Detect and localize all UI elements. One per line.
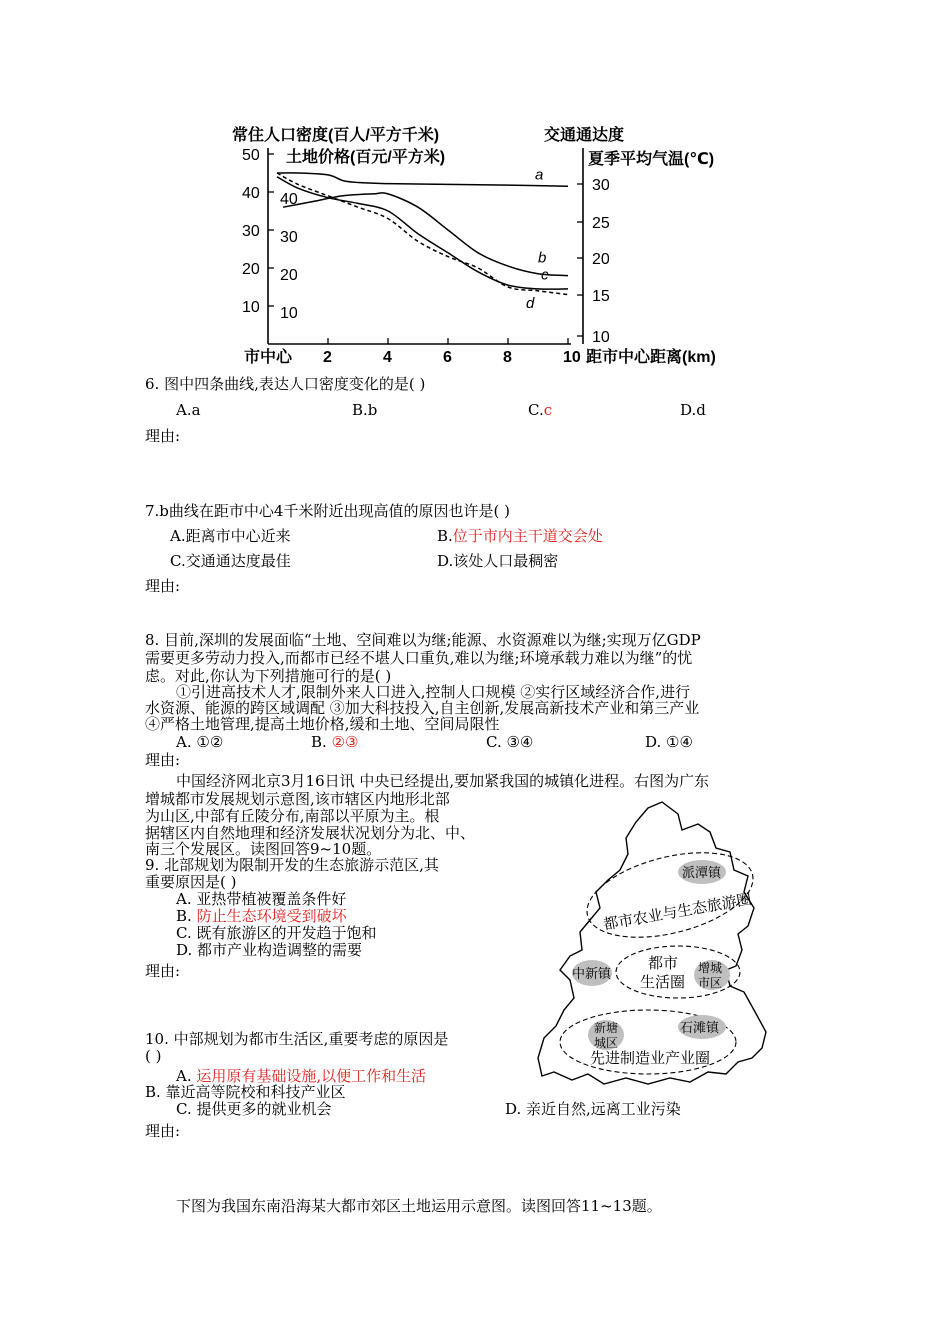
curve-b	[283, 193, 568, 276]
south-town-right-label: 石滩镇	[680, 1020, 720, 1035]
q8-option-b	[311, 734, 358, 751]
right-tick-label: 10	[592, 329, 610, 346]
footer-intro: 下图为我国东南沿海某大都市郊区土地运用示意图。读图回答11~13题。	[176, 1197, 662, 1215]
mid-zone-label-1: 都市	[648, 955, 679, 972]
intro-line5: 南三个发展区。读图回答9~10题。	[145, 840, 382, 858]
right-tick-label: 20	[592, 251, 610, 268]
q6-stem: 6. 图中四条曲线,表达人口密度变化的是( )	[145, 375, 426, 393]
q9-option-d: D. 都市产业构造调整的需要	[176, 941, 363, 959]
x-tick-label: 6	[443, 349, 452, 366]
map-svg	[530, 800, 780, 1095]
intro-line2: 增城都市发展规划示意图,该市辖区内地形北部	[145, 790, 450, 808]
q10-option-c: C. 提供更多的就业机会	[176, 1100, 332, 1118]
chart-svg	[228, 120, 728, 370]
q10-option-d: D. 亲近自然,远离工业污染	[505, 1100, 681, 1118]
q10-reason: 理由:	[145, 1122, 181, 1140]
inner-left-tick-label: 30	[280, 229, 298, 246]
x-tick-label: 8	[503, 349, 512, 366]
q9-option-b	[176, 908, 347, 925]
q8-option-d: D. ①④	[645, 733, 693, 751]
q7-option-c: C.交通通达度最佳	[170, 552, 291, 570]
q9-line2: 重要原因是( )	[145, 873, 237, 891]
map-boundary	[538, 802, 766, 1084]
q9-line1: 9. 北部规划为限制开发的生态旅游示范区,其	[145, 856, 439, 874]
q7-option-b	[437, 528, 603, 545]
inner-left-tick-label: 20	[280, 267, 298, 284]
q6-option-c	[528, 402, 552, 419]
south-zone-label: 先进制造业产业圈	[590, 1050, 711, 1067]
left-axis-title-1: 常住人口密度(百人/平方千米)	[232, 127, 440, 144]
q10-line2: ( )	[145, 1047, 162, 1065]
inner-left-tick-label: 10	[280, 305, 298, 322]
q7-option-b-text: 位于市内主干道交会处	[452, 527, 603, 545]
q8-line6: ④严格土地管理,提高土地价格,缓和土地、空间局限性	[145, 715, 500, 733]
q7-option-b-label: B.	[437, 527, 453, 545]
right-axis-title-2: 夏季平均气温(℃)	[588, 151, 715, 168]
right-tick-label: 15	[592, 288, 610, 305]
q6-reason: 理由:	[145, 427, 181, 445]
q7-option-d: D.该处人口最稠密	[437, 552, 559, 570]
q8-option-a: A. ①②	[176, 733, 224, 751]
x-tick-label: 10	[563, 349, 581, 366]
q6-option-b: B.b	[352, 401, 378, 419]
q8-line4: ①引进高技术人才,限制外来人口进入,控制人口规模 ②实行区域经济合作,进行	[176, 683, 691, 701]
south-town-left-label-1: 新塘	[594, 1021, 619, 1035]
curve-d	[277, 173, 568, 295]
left-axis-title-2: 土地价格(百元/平方米)	[286, 149, 446, 166]
q9-reason: 理由:	[145, 962, 181, 980]
north-town-label: 派潭镇	[682, 865, 722, 880]
intro-line1: 中国经济网北京3月16日讯 中央已经提出,要加紧我国的城镇化进程。右图为广东	[176, 772, 710, 790]
outer-left-tick-label: 50	[242, 147, 260, 164]
intro-line3: 为山区,中部有丘陵分布,南部以平原为主。根	[145, 807, 440, 825]
outer-left-tick-label: 10	[242, 299, 260, 316]
q6-option-d: D.d	[680, 401, 706, 419]
q8-reason: 理由:	[145, 751, 181, 769]
outer-left-tick-label: 20	[242, 261, 260, 278]
q7-stem: 7.b曲线在距市中心4千米附近出现高值的原因也许是( )	[145, 502, 510, 520]
q8-option-c: C. ③④	[486, 733, 534, 751]
x-tick-label: 2	[323, 349, 332, 366]
q9-option-c: C. 既有旅游区的开发趋于饱和	[176, 924, 377, 942]
curve-c	[277, 177, 568, 289]
q9-option-a: A. 亚热带植被覆盖条件好	[176, 890, 347, 908]
curve-label-a: a	[535, 166, 544, 184]
q6-answer: c	[543, 401, 553, 419]
x-origin-label: 市中心	[244, 349, 293, 366]
x-tick-label: 4	[383, 349, 392, 366]
q10-option-a-label: A.	[176, 1067, 192, 1085]
right-tick-label: 25	[592, 215, 610, 232]
outer-left-tick-label: 30	[242, 223, 260, 240]
q8-option-b-label: B.	[311, 733, 327, 751]
mid-zone-label-2: 生活圈	[640, 974, 686, 991]
curve-label-c: c	[541, 266, 549, 284]
south-town-left-label-2: 城区	[594, 1036, 619, 1050]
q7-reason: 理由:	[145, 577, 181, 595]
population-landprice-chart	[228, 120, 728, 370]
q8-option-b-text: ②③	[331, 733, 359, 751]
q8-line1: 8. 目前,深圳的发展面临“土地、空间难以为继;能源、水资源难以为继;实现万亿GDP	[145, 631, 701, 649]
curve-label-b: b	[538, 249, 547, 267]
q8-line5: 水资源、能源的跨区域调配 ③加大科技投入,自主创新,发展高新技术产业和第三产业	[145, 699, 700, 717]
q9-option-b-text: 防止生态环境受到破坏	[196, 907, 347, 925]
q10-option-a-text: 运用原有基础设施,以便工作和生活	[196, 1067, 427, 1085]
mid-town-left-label: 中新镇	[572, 966, 612, 981]
q9-option-b-label: B.	[176, 907, 192, 925]
q7-option-a: A.距离市中心近来	[170, 527, 291, 545]
q10-line1: 10. 中部规划为都市生活区,重要考虑的原因是	[145, 1030, 449, 1048]
curve-label-d: d	[526, 294, 535, 312]
zengcheng-planning-map	[530, 800, 780, 1095]
q8-line3: 虑。对此,你认为下列措施可行的是( )	[145, 667, 392, 685]
north-zone-label: 都市农业与生态旅游圈	[602, 890, 753, 934]
right-tick-label: 30	[592, 177, 610, 194]
q8-line2: 需要更多劳动力投入,而都市已经不堪人口重负,难以为继;环境承载力难以为继”的忧	[145, 649, 693, 667]
x-axis-label: 距市中心距离(km)	[586, 349, 716, 366]
q6-option-c-label: C.	[528, 401, 544, 419]
outer-left-tick-label: 40	[242, 185, 260, 202]
right-axis-title-1: 交通通达度	[544, 127, 625, 144]
q10-option-b: B. 靠近高等院校和科技产业区	[145, 1083, 346, 1101]
curve-a	[277, 173, 568, 186]
intro-line4: 据辖区内自然地理和经济发展状况划分为北、中、	[145, 824, 476, 842]
mid-town-right-label-1: 增城	[698, 961, 723, 975]
q6-option-a: A.a	[176, 401, 201, 419]
mid-town-right-label-2: 市区	[698, 976, 723, 990]
inner-left-tick-label: 40	[280, 191, 298, 208]
